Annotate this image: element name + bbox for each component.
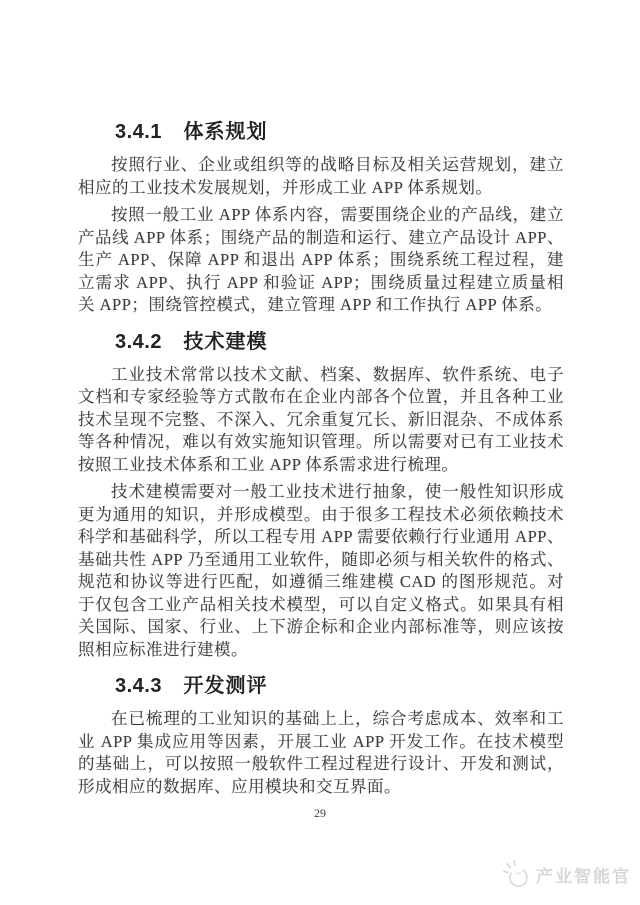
paragraph: 在已梳理的工业知识的基础上上，综合考虑成本、效率和工业 APP 集成应用等因素，开展工业 APP 开发工作。在技术模型的基础上，可以按照一般软件工程过程进行设计、开发和测试，形成相应的数据库、应用模块和交互界面。 <box>78 709 564 796</box>
brand-name: 产业智能官 <box>536 867 631 886</box>
section-title: 体系规划 <box>183 121 268 143</box>
section-title: 开发测评 <box>183 675 268 697</box>
section-title: 技术建模 <box>183 330 268 353</box>
section-heading-3-4-3 <box>115 674 564 699</box>
section-heading-3-4-1 <box>115 120 564 145</box>
paragraph: 技术建模需要对一般工业技术进行抽象，使一般性知识形成更为通用的知识，并形成模型。由于很多工程技术必须依赖技术科学和基础科学，所以工程专用 APP 需要依赖行行业通用 APP、基础共性 APP 乃至通用工业软件，随即必须与相关软件的格式、规范和协议等进行匹配，如遵循三维建模 CAD 的图形规范。对于仅包含工业产品相关技术模型，可以自定义格式。如果具有相关国际、国家、行业、上下游企标和企业内部标准等，则应该按照相应标准进行建模。 <box>78 482 564 659</box>
section-number: 3.4.2 <box>115 330 162 353</box>
paragraph: 按照行业、企业或组织等的战略目标及相关运营规划，建立相应的工业技术发展规划，并形成工业 APP 体系规划。 <box>78 155 564 197</box>
paragraph: 工业技术常常以技术文献、档案、数据库、软件系统、电子文档和专家经验等方式散布在企业内部各个位置，并且各种工业技术呈现不完整、不深入、冗余重复冗长、新旧混杂、不成体系等各种情况，难以有效实施知识管理。所以需要对已有工业技术按照工业技术体系和工业 APP 体系需求进行梳理。 <box>78 364 564 474</box>
paragraph: 按照一般工业 APP 体系内容，需要围绕企业的产品线，建立产品线 APP 体系；围绕产品的制造和运行、建立产品设计 APP、生产 APP、保障 APP 和退出 APP 体系；围绕系统工程过程，建立需求 APP、执行 APP 和验证 APP；围绕质量过程建立质量相关 APP；围绕管控模式，建立管理 APP 和工作执行 APP 体系。 <box>78 205 564 314</box>
document-content <box>78 120 564 803</box>
page-number: 29 <box>314 806 326 820</box>
section-number: 3.4.3 <box>115 675 162 697</box>
section-heading-3-4-2 <box>115 330 564 355</box>
section-number: 3.4.1 <box>115 121 162 143</box>
brand-logo-icon <box>503 859 531 890</box>
brand-watermark <box>503 859 631 890</box>
